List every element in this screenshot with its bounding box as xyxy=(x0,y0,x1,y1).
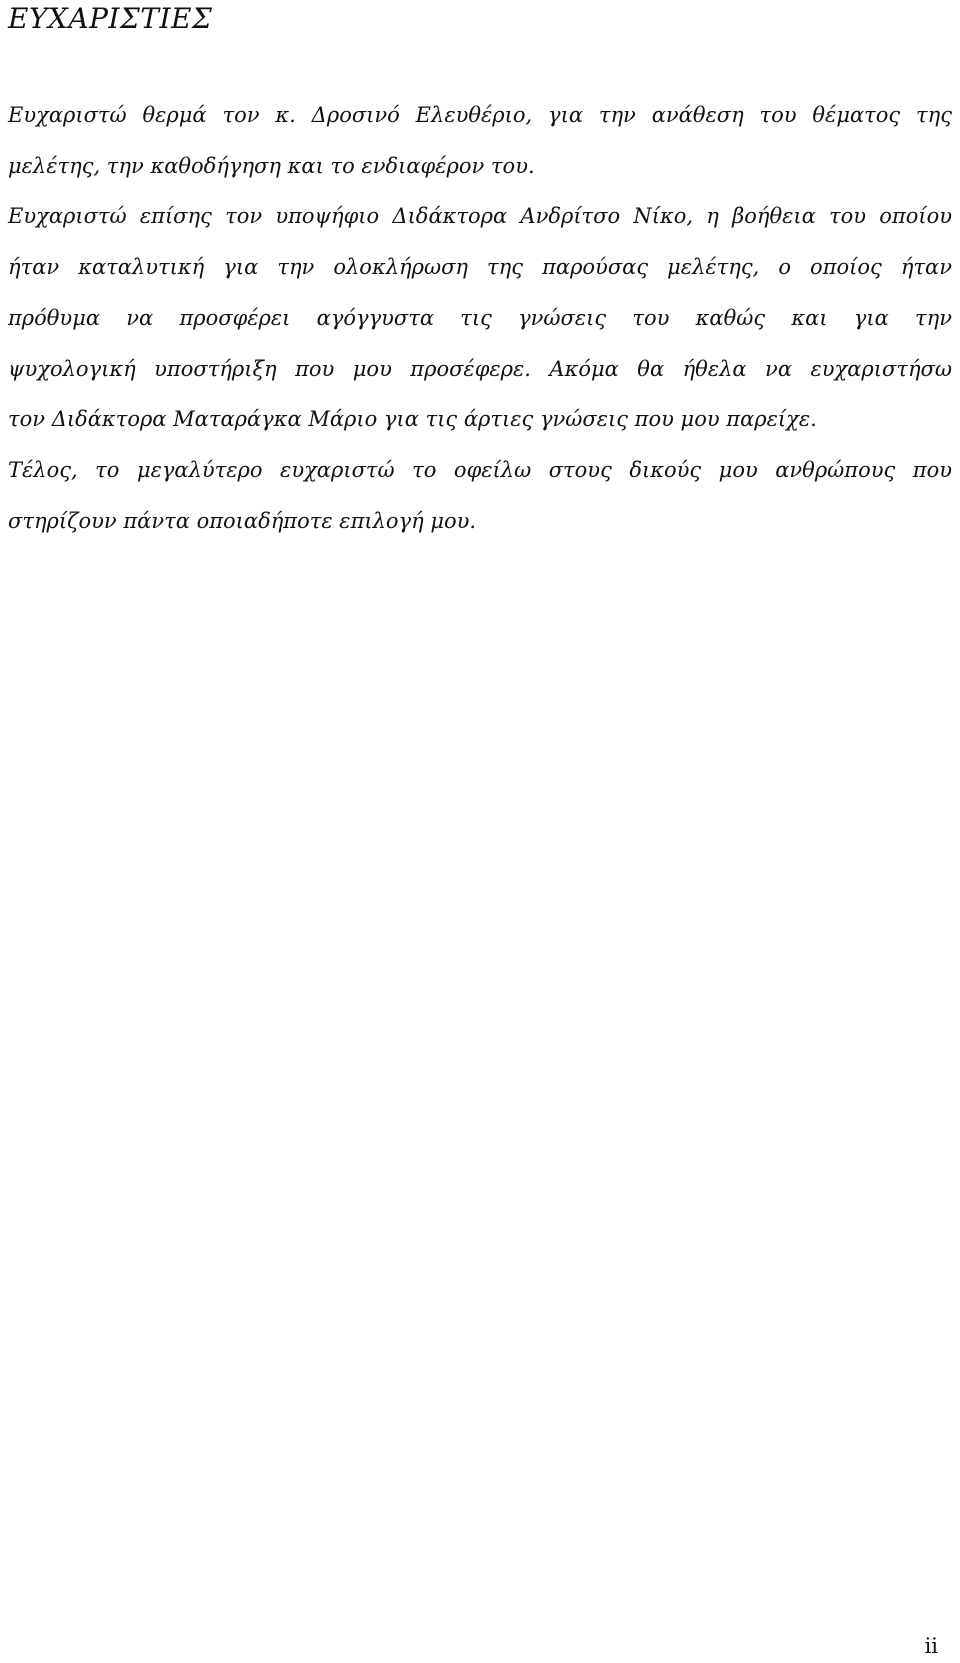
paragraph-2-line-3: πρόθυμα να προσφέρει αγόγγυστα τις γνώσεις του καθώς και για την xyxy=(8,306,952,330)
paragraph-2-line-5: τον Διδάκτορα Ματαράγκα Μάριο για τις άρτιες γνώσεις που μου παρείχε. xyxy=(8,407,817,431)
page-number: ii xyxy=(924,1634,938,1658)
paragraph-3-line-1: Τέλος, το μεγαλύτερο ευχαριστώ το οφείλω στους δικούς μου ανθρώπους που xyxy=(8,458,952,482)
paragraph-1-line-2: μελέτης, την καθοδήγηση και το ενδιαφέρον του. xyxy=(8,154,535,178)
paragraph-3-line-2: στηρίζουν πάντα οποιαδήποτε επιλογή μου. xyxy=(8,509,477,533)
paragraph-2-line-4: ψυχολογική υποστήριξη που μου προσέφερε. Ακόμα θα ήθελα να ευχαριστήσω xyxy=(8,357,952,381)
paragraph-2-line-1: Ευχαριστώ επίσης τον υποψήφιο Διδάκτορα Ανδρίτσο Νίκο, η βοήθεια του οποίου xyxy=(8,204,952,228)
acknowledgements-heading: ΕΥΧΑΡΙΣΤΙΕΣ xyxy=(8,2,213,35)
paragraph-2-line-2: ήταν καταλυτική για την ολοκλήρωση της παρούσας μελέτης, ο οποίος ήταν xyxy=(8,255,952,279)
paragraph-1-line-1: Ευχαριστώ θερμά τον κ. Δροσινό Ελευθέριο, για την ανάθεση του θέματος της xyxy=(8,103,952,127)
